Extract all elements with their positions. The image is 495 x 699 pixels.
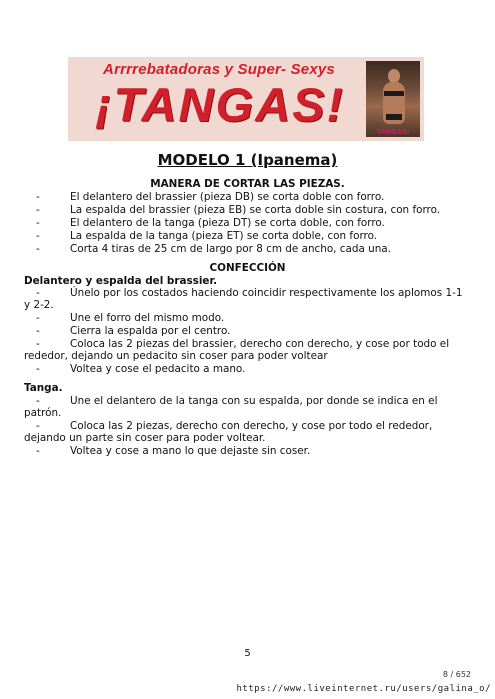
list-item: - Une el delantero de la tanga con su espalda, por donde se indica en el patrón.	[24, 395, 438, 419]
tanga-list	[24, 395, 464, 458]
banner-title: ¡TANGAS!	[95, 78, 345, 131]
list-item: - El delantero del brassier (pieza DB) se corta doble con forro.	[36, 191, 385, 203]
list-item: - Cierra la espalda por el centro.	[36, 325, 231, 337]
banner-tagline: Arrrrebatadoras y Super- Sexys	[103, 61, 335, 78]
photo-figure-bottom	[386, 114, 402, 120]
list-item: - La espalda de la tanga (pieza ET) se corta doble, con forro.	[36, 230, 378, 242]
page-number: 5	[244, 648, 251, 659]
section-heading-cutting: MANERA DE CORTAR LAS PIEZAS.	[150, 178, 345, 190]
photo-figure-head	[388, 69, 400, 83]
header-banner	[68, 57, 424, 141]
page-count: 8 / 652	[442, 670, 471, 679]
list-item: - Corta 4 tiras de 25 cm de largo por 8 cm de ancho, cada una.	[36, 243, 391, 255]
photo-caption: TANGAS!	[376, 129, 410, 136]
photo-figure-top	[384, 91, 404, 96]
document-title: MODELO 1 (Ipanema)	[157, 151, 338, 169]
list-item: - El delantero de la tanga (pieza DT) se corta doble, con forro.	[36, 217, 385, 229]
cutting-list	[24, 191, 464, 256]
banner-photo	[366, 61, 420, 137]
subheading-brassier: Delantero y espalda del brassier.	[24, 275, 218, 287]
source-url: https://www.liveinternet.ru/users/galina_o/	[236, 684, 491, 694]
list-item: - Únelo por los costados haciendo coincidir respectivamente los aplomos 1-1 y 2-2.	[24, 287, 463, 311]
section-heading-confeccion: CONFECCIÓN	[209, 262, 286, 274]
brassier-list	[24, 287, 464, 376]
list-item: - Voltea y cose a mano lo que dejaste sin coser.	[36, 445, 311, 457]
list-item: - Une el forro del mismo modo.	[36, 312, 225, 324]
list-item: - Coloca las 2 piezas, derecho con derecho, y cose por todo el rededor, dejando un parte sin coser para poder voltear.	[24, 420, 433, 444]
subheading-tanga: Tanga.	[24, 382, 63, 394]
list-item: - Voltea y cose el pedacito a mano.	[36, 363, 246, 375]
list-item: - Coloca las 2 piezas del brassier, derecho con derecho, y cose por todo el rededor, dejando un pedacito sin coser para poder voltear	[24, 338, 450, 362]
list-item: - La espalda del brassier (pieza EB) se corta doble sin costura, con forro.	[36, 204, 441, 216]
